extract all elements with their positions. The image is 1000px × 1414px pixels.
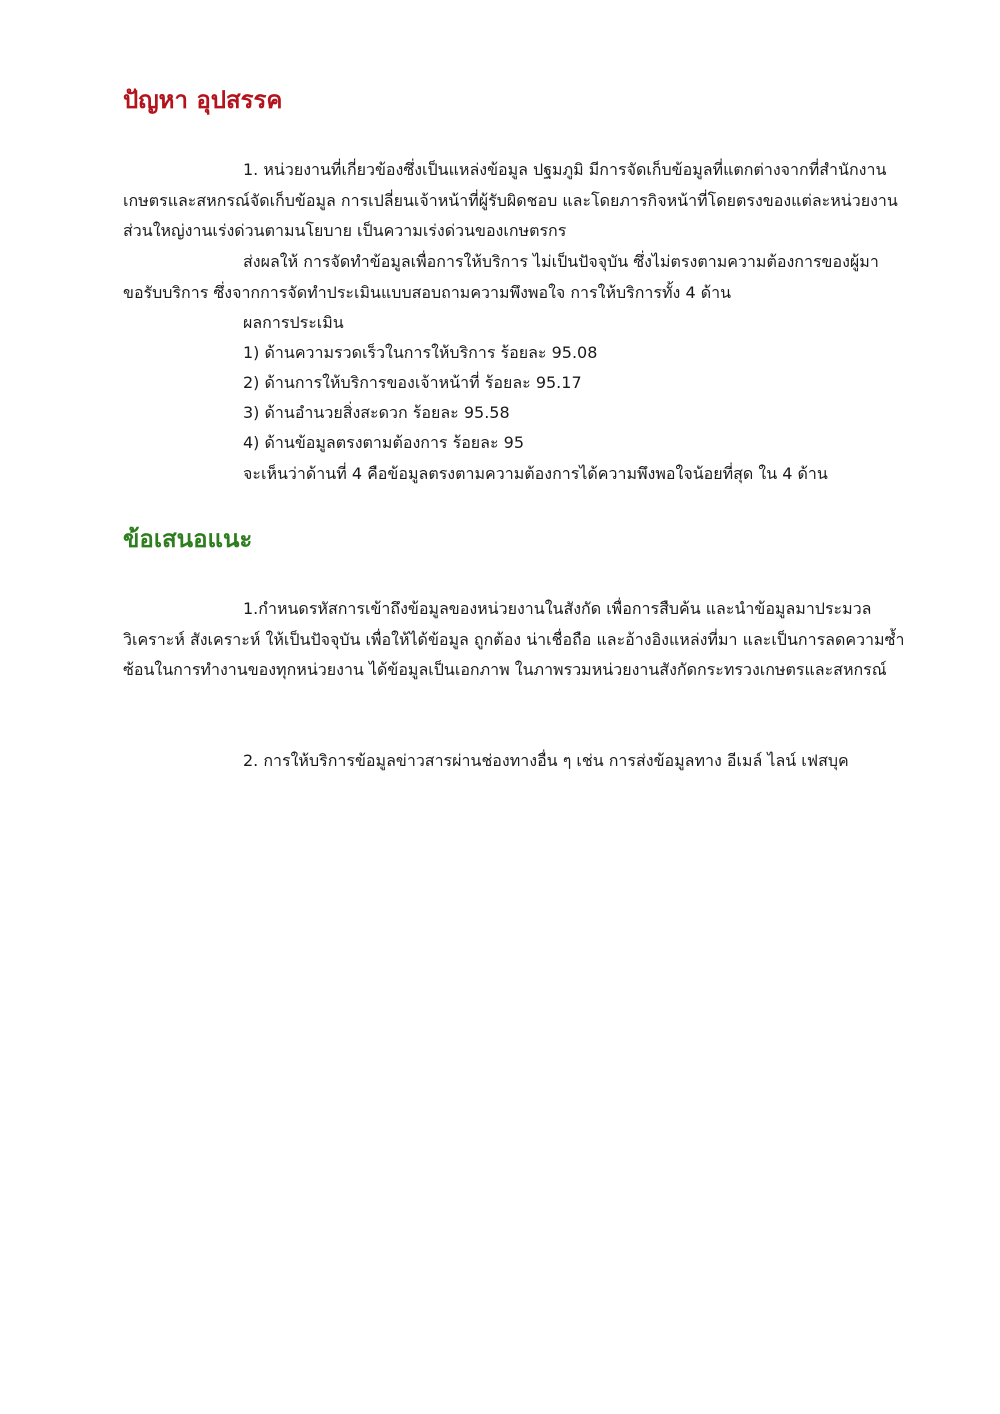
evaluation-result-3: 3) ด้านอำนวยสิ่งสะดวก ร้อยละ 95.58: [243, 403, 510, 422]
evaluation-title: ผลการประเมิน: [243, 313, 344, 332]
evaluation-conclusion: จะเห็นว่าด้านที่ 4 คือข้อมูลตรงตามความต้องการได้ความพึงพอใจน้อยที่สุด ใน 4 ด้าน: [243, 464, 828, 483]
problems-paragraph-2: ส่งผลให้ การจัดทำข้อมูลเพื่อการให้บริการ ไม่เป็นปัจจุบัน ซึ่งไม่ตรงตามความต้องการของผู้มาขอรับบริการ ซึ่งจากการจัดทำประเมินแบบสอบถามความพึงพอใจ การให้บริการทั้ง 4 ด้าน: [123, 252, 879, 302]
evaluation-result-1: 1) ด้านความรวดเร็วในการให้บริการ ร้อยละ 95.08: [243, 343, 598, 362]
suggestions-paragraph-2: 2. การให้บริการข้อมูลข่าวสารผ่านช่องทางอื่น ๆ เช่น การส่งข้อมูลทาง อีเมล์ ไลน์ เฟสบุค: [243, 751, 849, 770]
problems-heading: ปัญหา อุปสรรค: [123, 86, 283, 114]
suggestions-paragraph-1: 1.กำหนดรหัสการเข้าถึงข้อมูลของหน่วยงานในสังกัด เพื่อการสืบค้น และนำข้อมูลมาประมวลวิเคราะห์ สังเคราะห์ ให้เป็นปัจจุบัน เพื่อให้ได้ข้อมูล ถูกต้อง น่าเชื่อถือ และอ้างอิงแหล่งที่มา และเป็นการลดความซ้ำซ้อนในการทำงานของทุกหน่วยงาน ได้ข้อมูลเป็นเอกภาพ ในภาพรวมหน่วยงานสังกัดกระทรวงเกษตรและสหกรณ์: [123, 599, 905, 679]
problems-paragraph-1: 1. หน่วยงานที่เกี่ยวข้องซึ่งเป็นแหล่งข้อมูล ปฐมภูมิ มีการจัดเก็บข้อมูลที่แตกต่างจากที่สำนักงานเกษตรและสหกรณ์จัดเก็บข้อมูล การเปลี่ยนเจ้าหน้าที่ผู้รับผิดชอบ และโดยภารกิจหน้าที่โดยตรงของแต่ละหน่วยงานส่วนใหญ่งานเร่งด่วนตามนโยบาย เป็นความเร่งด่วนของเกษตรกร: [123, 160, 898, 240]
suggestions-heading: ข้อเสนอแนะ: [123, 525, 253, 553]
evaluation-result-2: 2) ด้านการให้บริการของเจ้าหน้าที่ ร้อยละ 95.17: [243, 373, 582, 392]
evaluation-result-4: 4) ด้านข้อมูลตรงตามต้องการ ร้อยละ 95: [243, 433, 525, 452]
